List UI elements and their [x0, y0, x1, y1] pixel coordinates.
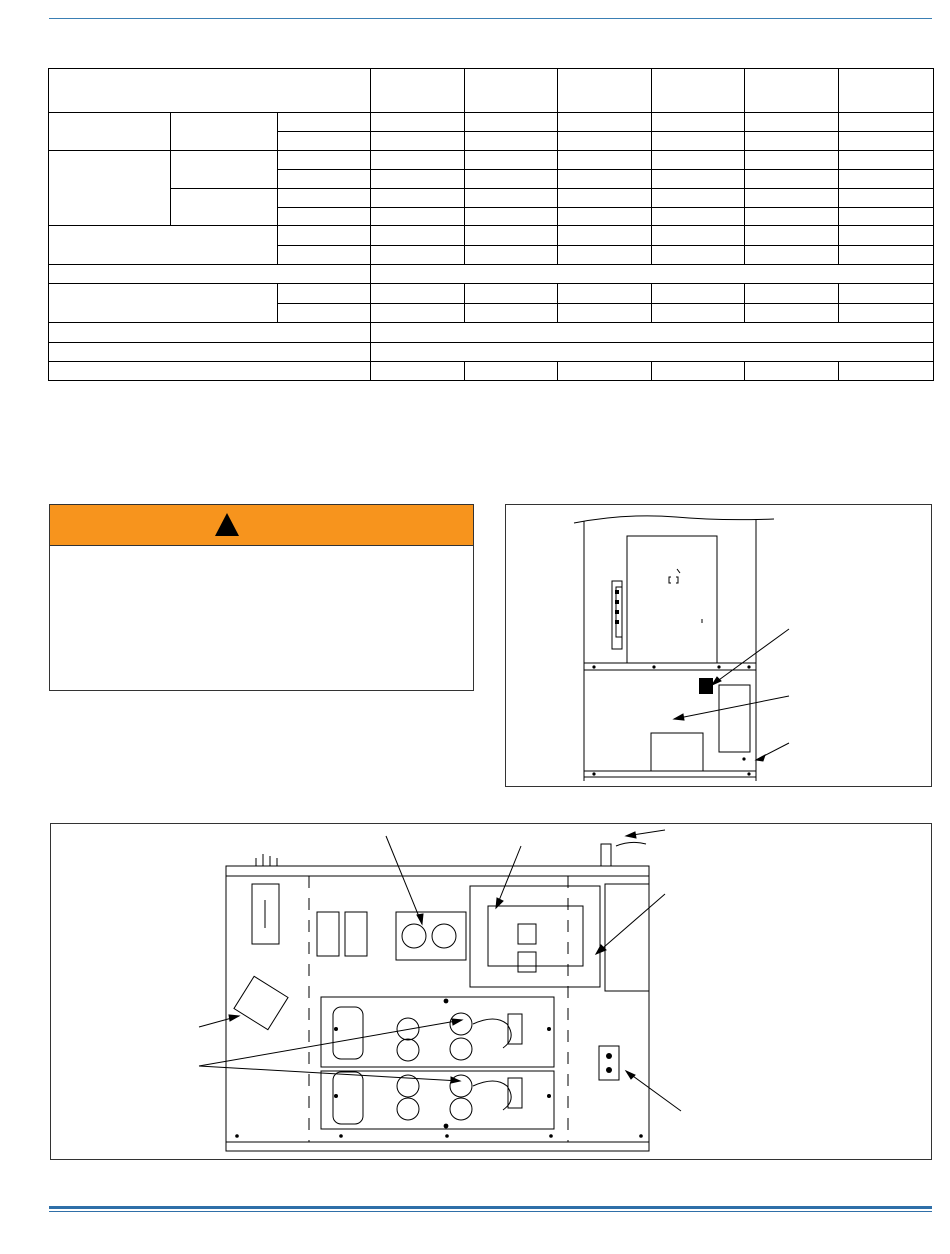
table-cell — [745, 169, 839, 188]
table-cell — [652, 283, 745, 303]
wire-bundle — [256, 854, 277, 866]
table-cell — [839, 189, 934, 208]
table-cell — [49, 323, 371, 342]
table-cell — [652, 245, 745, 264]
table-cell — [652, 150, 745, 169]
panel-outline — [226, 866, 649, 1151]
table-cell — [465, 169, 558, 188]
table-cell — [652, 208, 745, 226]
table-row — [49, 283, 934, 303]
table-cell — [558, 131, 652, 150]
relay-1 — [317, 912, 339, 956]
table-cell — [652, 113, 745, 131]
table-cell — [745, 283, 839, 303]
warning-box — [49, 504, 474, 691]
table-cell — [49, 226, 278, 264]
table-cell — [465, 283, 558, 303]
table-cell — [839, 361, 934, 380]
footer-rule-thin — [49, 1211, 932, 1212]
table-cell — [465, 189, 558, 208]
warning-triangle-icon — [215, 513, 239, 536]
table-cell — [558, 113, 652, 131]
table-header-cell — [558, 69, 652, 113]
table-cell — [652, 169, 745, 188]
table-cell — [278, 208, 371, 226]
table-cell — [558, 304, 652, 323]
table-cell — [278, 245, 371, 264]
table-cell — [49, 113, 171, 150]
table-cell — [49, 150, 171, 226]
table-cell — [839, 304, 934, 323]
table-header-cell — [839, 69, 934, 113]
table-cell — [839, 283, 934, 303]
table-cell — [371, 283, 465, 303]
table-header-cell — [371, 69, 465, 113]
control-panel-drawing — [51, 824, 933, 1161]
table-cell — [745, 150, 839, 169]
table-cell — [171, 189, 278, 226]
table-cell — [745, 361, 839, 380]
table-cell — [278, 304, 371, 323]
table-cell — [745, 304, 839, 323]
table-cell — [465, 245, 558, 264]
table-cell — [652, 361, 745, 380]
table-cell — [278, 150, 371, 169]
table-cell — [652, 131, 745, 150]
table-cell — [371, 150, 465, 169]
table-cell — [49, 361, 371, 380]
unit-figure — [505, 504, 932, 787]
table-cell — [49, 342, 371, 361]
table-cell — [558, 226, 652, 245]
table-cell — [558, 189, 652, 208]
table-cell — [745, 189, 839, 208]
table-header-cell — [465, 69, 558, 113]
disconnect-cover — [605, 884, 649, 991]
ground-lug — [599, 1046, 619, 1080]
table-header-cell — [652, 69, 745, 113]
table-cell — [839, 245, 934, 264]
transformer — [234, 976, 288, 1029]
table-cell — [278, 189, 371, 208]
table-cell — [745, 131, 839, 150]
table-cell — [49, 283, 278, 322]
table-row — [49, 264, 934, 283]
table-cell — [465, 226, 558, 245]
access-panel — [651, 733, 703, 771]
table-cell — [745, 245, 839, 264]
table-row — [49, 150, 934, 169]
table-cell — [558, 169, 652, 188]
table-cell — [465, 113, 558, 131]
table-cell — [558, 150, 652, 169]
table-cell — [371, 342, 934, 361]
relay-2 — [345, 912, 367, 956]
table-cell — [371, 226, 465, 245]
table-cell — [49, 264, 371, 283]
table-cell — [558, 283, 652, 303]
control-box-outline — [627, 536, 717, 663]
table-cell — [465, 131, 558, 150]
table-cell — [371, 208, 465, 226]
table-cell — [652, 189, 745, 208]
table-cell — [465, 208, 558, 226]
table-cell — [839, 208, 934, 226]
table-cell — [278, 169, 371, 188]
warning-body — [50, 546, 473, 690]
table-row — [49, 189, 934, 208]
table-cell — [652, 226, 745, 245]
table-cell — [745, 226, 839, 245]
table-row — [49, 323, 934, 342]
table-cell — [371, 361, 465, 380]
table-header-cell — [49, 69, 371, 113]
table-cell — [371, 323, 934, 342]
table-cell — [839, 169, 934, 188]
table-cell — [371, 264, 934, 283]
control-panel-figure — [50, 823, 932, 1160]
table-cell — [371, 169, 465, 188]
unit-drawing — [506, 505, 933, 788]
spec-table — [48, 68, 934, 381]
table-cell — [745, 113, 839, 131]
table-cell — [465, 304, 558, 323]
table-cell — [171, 150, 278, 188]
table-cell — [278, 113, 371, 131]
table-header-row — [49, 69, 934, 113]
table-cell — [278, 226, 371, 245]
table-cell — [558, 208, 652, 226]
footer-rule — [49, 1206, 932, 1209]
table-row — [49, 113, 934, 131]
table-header-cell — [745, 69, 839, 113]
cabinet-break-line — [574, 516, 774, 523]
table-cell — [839, 226, 934, 245]
table-row — [49, 361, 934, 380]
table-row — [49, 226, 934, 245]
table-cell — [171, 113, 278, 150]
table-cell — [371, 304, 465, 323]
table-cell — [839, 131, 934, 150]
table-cell — [371, 131, 465, 150]
warning-header — [50, 505, 473, 546]
table-cell — [839, 113, 934, 131]
table-cell — [371, 113, 465, 131]
table-cell — [465, 150, 558, 169]
table-cell — [745, 208, 839, 226]
table-row — [49, 342, 934, 361]
table-cell — [465, 361, 558, 380]
table-cell — [371, 245, 465, 264]
table-cell — [558, 361, 652, 380]
table-cell — [839, 150, 934, 169]
header-rule — [49, 18, 932, 19]
table-cell — [558, 245, 652, 264]
table-cell — [278, 283, 371, 303]
table-cell — [652, 304, 745, 323]
table-cell — [278, 131, 371, 150]
table-cell — [371, 189, 465, 208]
